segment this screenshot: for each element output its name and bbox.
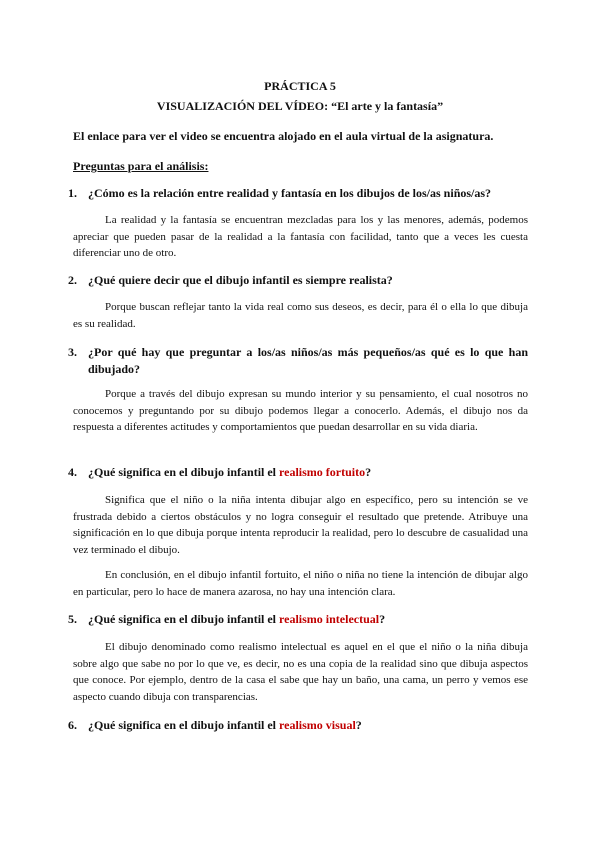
question-number: 5.: [68, 612, 77, 626]
question-number: 6.: [68, 718, 77, 732]
question-text: ¿Qué significa en el dibujo infantil el: [88, 718, 280, 732]
section-heading: Preguntas para el análisis:: [73, 159, 209, 173]
question-suffix: ?: [365, 465, 372, 479]
question-2: [68, 272, 528, 289]
question-suffix: ?: [355, 718, 362, 732]
answer-4-paragraph-2: En conclusión, en el dibujo infantil fortuito, el niño o niña no tiene la intención de dibujar algo en particular, pero lo hace de manera azarosa, no hay una intención clara.: [73, 569, 528, 598]
answer-2: Porque buscan reflejar tanto la vida real como sus deseos, es decir, para él o ella lo que dibuja es su realidad.: [73, 301, 528, 330]
answer-1: La realidad y la fantasía se encuentran mezcladas para los y las menores, además, podemos apreciar que pueden pasar de la realidad a la fantasía con facilidad, tanto que a veces les cuesta diferenciar uno de otro.: [73, 214, 528, 259]
question-text: ¿Qué significa en el dibujo infantil el: [88, 465, 280, 479]
question-5: [68, 611, 528, 628]
question-text: ¿Por qué hay que preguntar a los/as niños/as más pequeños/as qué es lo que han dibujado?: [88, 345, 528, 376]
document-subtitle: VISUALIZACIÓN DEL VÍDEO: “El arte y la fantasía”: [156, 99, 444, 113]
question-4: [68, 464, 528, 481]
question-highlight: realismo visual: [279, 718, 356, 732]
question-number: 1.: [68, 186, 77, 200]
question-suffix: ?: [379, 612, 386, 626]
answer-4-paragraph-1: Significa que el niño o la niña intenta dibujar algo en específico, pero su intención se ve frustrada debido a ciertos obstáculos y no logra conseguir el resultado que pretende. Atribuye una significación en lo que dibuja porque intenta reproducir la realidad, pero lo descubre de casualidad una vez terminado el dibujo.: [73, 494, 528, 556]
question-3: [68, 344, 528, 377]
question-number: 4.: [68, 465, 77, 479]
question-highlight: realismo intelectual: [279, 612, 380, 626]
question-number: 3.: [68, 345, 77, 359]
question-text: ¿Qué significa en el dibujo infantil el: [88, 612, 280, 626]
link-note: El enlace para ver el video se encuentra alojado en el aula virtual de la asignatura.: [73, 129, 494, 143]
question-text: ¿Cómo es la relación entre realidad y fantasía en los dibujos de los/as niños/as?: [88, 186, 492, 200]
question-text: ¿Qué quiere decir que el dibujo infantil es siempre realista?: [88, 273, 393, 287]
question-6: [68, 717, 528, 734]
question-1: [68, 185, 528, 202]
answer-5: El dibujo denominado como realismo intelectual es aquel en el que el niño o la niña dibuja sobre algo que sabe no por lo que ve, es decir, no es una copia de la realidad sino que dibuja aspectos que conoce. Por ejemplo, dentro de la casa el sabe que hay un baño, una cama, un perro y vemos ese aspecto cuando dibuja con transparencias.: [73, 641, 528, 703]
answer-3: Porque a través del dibujo expresan su mundo interior y su pensamiento, el cual nosotros no conocemos y preguntando por su dibujo podemos llegar a conocerlo. Además, el dibujo nos da respuesta a diferentes actitudes y comportamientos que puedan desarrollar en su vida diaria.: [73, 388, 528, 433]
document-title: PRÁCTICA 5: [264, 79, 336, 93]
question-number: 2.: [68, 273, 77, 287]
question-highlight: realismo fortuito: [279, 465, 366, 479]
